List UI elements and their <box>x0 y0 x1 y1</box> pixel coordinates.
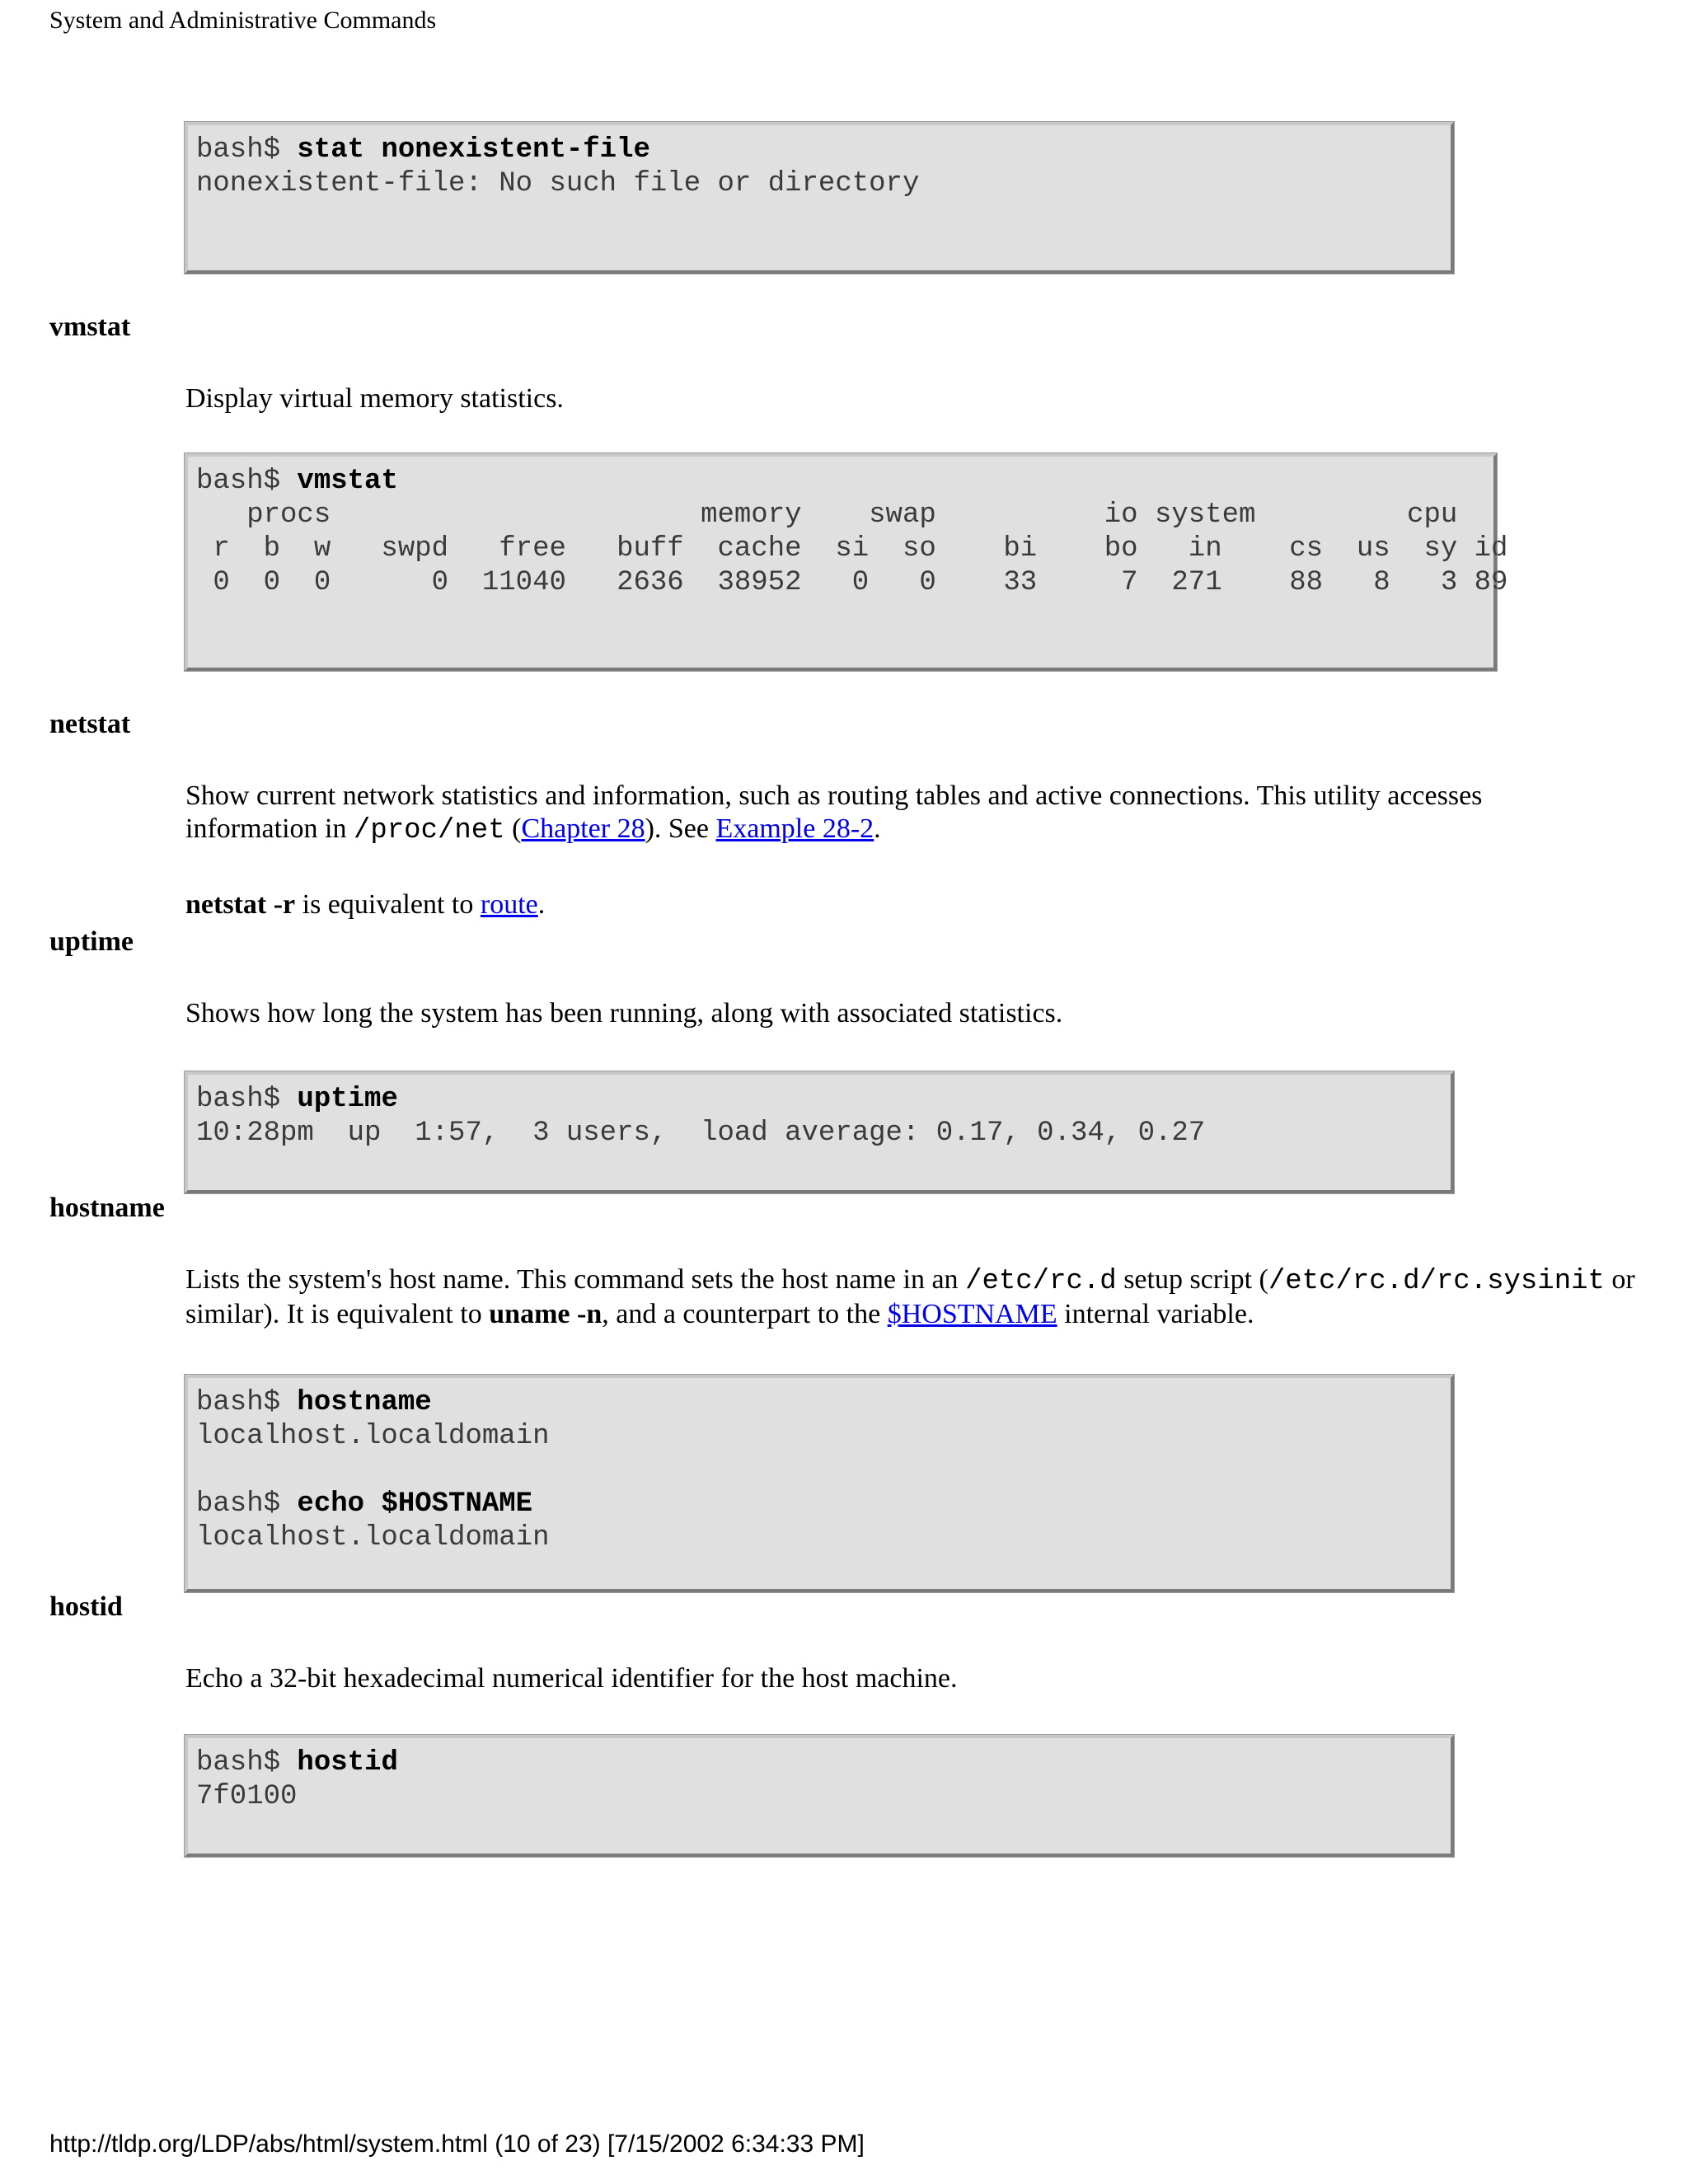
link-chapter-28[interactable]: Chapter 28 <box>521 813 645 844</box>
command: hostid <box>297 1747 398 1779</box>
text: ). See <box>645 813 716 844</box>
term-uptime: uptime <box>49 926 134 957</box>
hostid-code-block <box>185 1735 1454 1857</box>
term-vmstat: vmstat <box>49 312 131 342</box>
vmstat-header-row-2: r b w swpd free buff cache si so bi bo in cs us sy id <box>196 533 1508 565</box>
hostname-code-block <box>185 1375 1454 1592</box>
running-head: System and Administrative Commands <box>49 7 437 34</box>
text: , and a counterpart to the <box>602 1299 888 1329</box>
stat-code-block <box>185 122 1454 274</box>
command-output: localhost.localdomain <box>196 1421 550 1452</box>
link-hostname-variable[interactable]: $HOSTNAME <box>887 1299 1057 1329</box>
term-hostname: hostname <box>49 1193 165 1223</box>
text: . <box>537 889 546 920</box>
vmstat-header-row-1: procs memory swap io system cpu <box>196 499 1458 531</box>
prompt: bash$ <box>196 1084 298 1115</box>
hostname-description <box>185 1263 1661 1331</box>
text: ( <box>504 813 522 844</box>
bold-command: uname -n <box>489 1299 603 1329</box>
command: hostname <box>297 1387 432 1418</box>
term-hostid: hostid <box>49 1591 123 1622</box>
page-footer: http://tldp.org/LDP/abs/html/system.html (10 of 23) [7/15/2002 6:34:33 PM] <box>49 2130 865 2158</box>
text: Lists the system's host name. This command sets the host name in an <box>185 1264 966 1295</box>
command: echo $HOSTNAME <box>297 1488 533 1520</box>
text: internal variable. <box>1057 1299 1254 1329</box>
uptime-description: Shows how long the system has been running, along with associated statistics. <box>185 998 1063 1029</box>
prompt: bash$ <box>196 1488 298 1520</box>
bold-command: netstat -r <box>185 889 296 920</box>
vmstat-values-row: 0 0 0 0 11040 2636 38952 0 0 33 7 271 88 8 3 89 <box>196 567 1508 598</box>
text: . <box>874 813 881 844</box>
prompt: bash$ <box>196 1747 298 1779</box>
prompt: bash$ <box>196 466 298 497</box>
link-route[interactable]: route <box>480 889 538 920</box>
netstat-equivalence <box>185 888 1603 921</box>
uptime-code-block <box>185 1071 1454 1193</box>
command: vmstat <box>297 466 398 497</box>
prompt: bash$ <box>196 134 298 166</box>
prompt: bash$ <box>196 1387 298 1418</box>
link-example-28-2[interactable]: Example 28-2 <box>715 813 874 844</box>
inline-code: /etc/rc.d/rc.sysinit <box>1268 1266 1605 1297</box>
command-output: 10:28pm up 1:57, 3 users, load average: 0.17, 0.34, 0.27 <box>196 1118 1206 1149</box>
command: stat nonexistent-file <box>297 134 650 166</box>
text: Show current network statistics and information, such as routing tables and active connections. This utility accesses information in <box>185 780 1483 844</box>
command-output: localhost.localdomain <box>196 1522 550 1554</box>
vmstat-description: Display virtual memory statistics. <box>185 383 564 414</box>
netstat-description <box>185 780 1603 847</box>
text: is equivalent to <box>295 889 481 920</box>
inline-code: /proc/net <box>353 815 505 846</box>
vmstat-code-block <box>185 453 1508 671</box>
text: setup script ( <box>1116 1264 1268 1295</box>
command-output: nonexistent-file: No such file or directory <box>196 168 920 199</box>
text: or similar). It is equivalent to <box>185 1264 1635 1329</box>
command: uptime <box>297 1084 398 1115</box>
command-output: 7f0100 <box>196 1781 298 1812</box>
term-netstat: netstat <box>49 709 131 739</box>
hostid-description: Echo a 32-bit hexadecimal numerical identifier for the host machine. <box>185 1663 958 1694</box>
inline-code: /etc/rc.d <box>965 1266 1117 1297</box>
